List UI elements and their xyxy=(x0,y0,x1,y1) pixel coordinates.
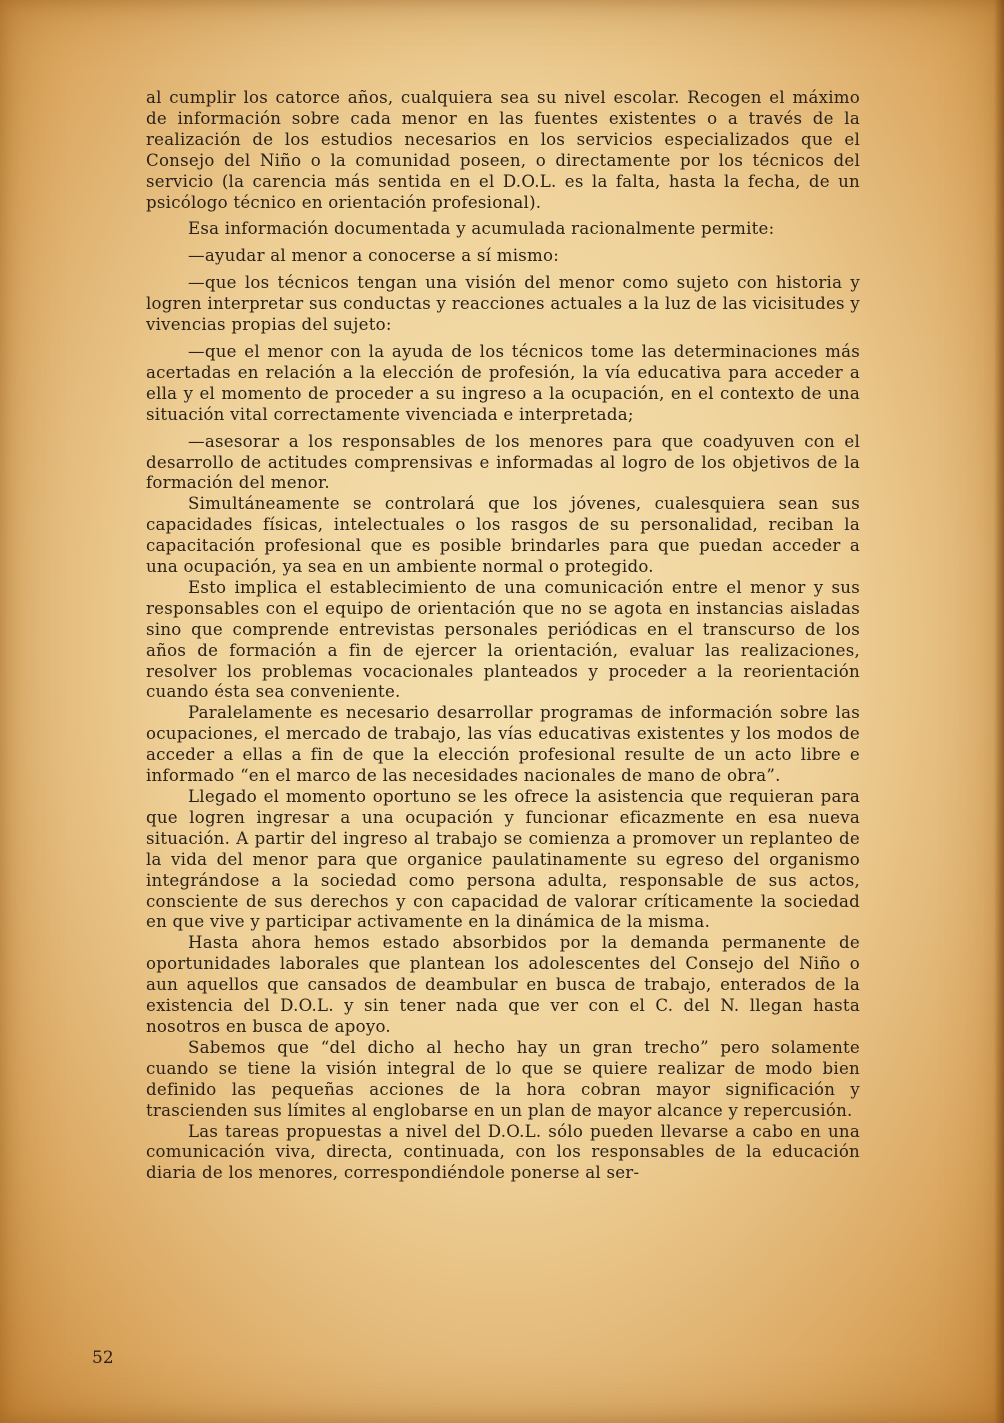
list-item: —ayudar al menor a conocerse a sí mismo: xyxy=(188,246,560,266)
paragraph: Llegado el momento oportuno se les ofrece la asistencia que requieran para que logren ingresar a una ocupación y funcionar eficazmente en esa nueva situación. A partir del ingreso al trabajo se comienza a promover un replanteo de la vida del menor para que organice paulatinamente su egreso del organismo integrándose a la sociedad como persona adulta, responsable de sus actos, consciente de sus derechos y con capacidad de valorar críticamente la sociedad en que vive y participar activamente en la dinámica de la misma. xyxy=(146,787,860,932)
paragraph: Las tareas propuestas a nivel del D.O.L. sólo pueden llevarse a cabo en una comunicación viva, directa, continuada, con los responsables de la educación diaria de los menores, correspondiéndole ponerse al ser- xyxy=(146,1121,860,1183)
list-item: —asesorar a los responsables de los menores para que coadyuven con el desarrollo de actitudes comprensivas e informadas al logro de los objetivos de la formación del menor. xyxy=(146,431,860,493)
paragraph: Esto implica el establecimiento de una comunicación entre el menor y sus responsables con el equipo de orientación que no se agota en instancias aisladas sino que comprende entrevistas personales periódicas en el transcurso de los años de formación a fin de ejercer la orientación, evaluar las realizaciones, resolver los problemas vocacionales planteados y proceder a la reorientación cuando ésta sea conveniente. xyxy=(146,577,860,702)
paragraph: al cumplir los catorce años, cualquiera sea su nivel escolar. Recogen el máximo de información sobre cada menor en las fuentes existentes o a través de la realización de los estudios necesarios en los servicios especializados que el Consejo del Niño o la comunidad poseen, o directamente por los técnicos del servicio (la carencia más sentida en el D.O.L. es la falta, hasta la fecha, de un psicólogo técnico en orientación profesional). xyxy=(146,88,860,212)
paragraph: Paralelamente es necesario desarrollar programas de información sobre las ocupaciones, el mercado de trabajo, las vías educativas existentes y los modos de acceder a ellas a fin de que la elección profesional resulte de un acto libre e informado “en el marco de las necesidades nacionales de mano de obra”. xyxy=(146,703,860,786)
list-item: —que el menor con la ayuda de los técnicos tome las determinaciones más acertadas en relación a la elección de profesión, la vía educativa para acceder a ella y el momento de proceder a su ingreso a la ocupación, en el contexto de una situación vital correctamente vivenciada e interpretada; xyxy=(146,341,860,424)
paragraph: Sabemos que “del dicho al hecho hay un gran trecho” pero solamente cuando se tiene la visión integral de lo que se quiere realizar de modo bien definido las pequeñas acciones de la hora cobran mayor significación y trascienden sus límites al englobarse en un plan de mayor alcance y repercusión. xyxy=(146,1037,860,1120)
list-item: —que los técnicos tengan una visión del menor como sujeto con historia y logren interpretar sus conductas y reacciones actuales a la luz de las vicisitudes y vivencias propias del sujeto: xyxy=(146,273,860,335)
page-edge-shadow xyxy=(994,0,1004,1423)
page-number: 52 xyxy=(92,1348,114,1368)
paragraph: Simultáneamente se controlará que los jóvenes, cualesquiera sean sus capacidades físicas, intelectuales o los rasgos de su personalidad, reciban la capacitación profesional que es posible brindarles para que puedan acceder a una ocupación, ya sea en un ambiente normal o protegido. xyxy=(146,494,860,577)
body-text xyxy=(146,88,860,1184)
paragraph: Esa información documentada y acumulada racionalmente permite: xyxy=(188,219,775,239)
paragraph: Hasta ahora hemos estado absorbidos por la demanda permanente de oportunidades laborales que plantean los adolescentes del Consejo del Niño o aun aquellos que cansados de deambular en busca de trabajo, enterados de la existencia del D.O.L. y sin tener nada que ver con el C. del N. llegan hasta nosotros en busca de apoyo. xyxy=(146,933,860,1036)
